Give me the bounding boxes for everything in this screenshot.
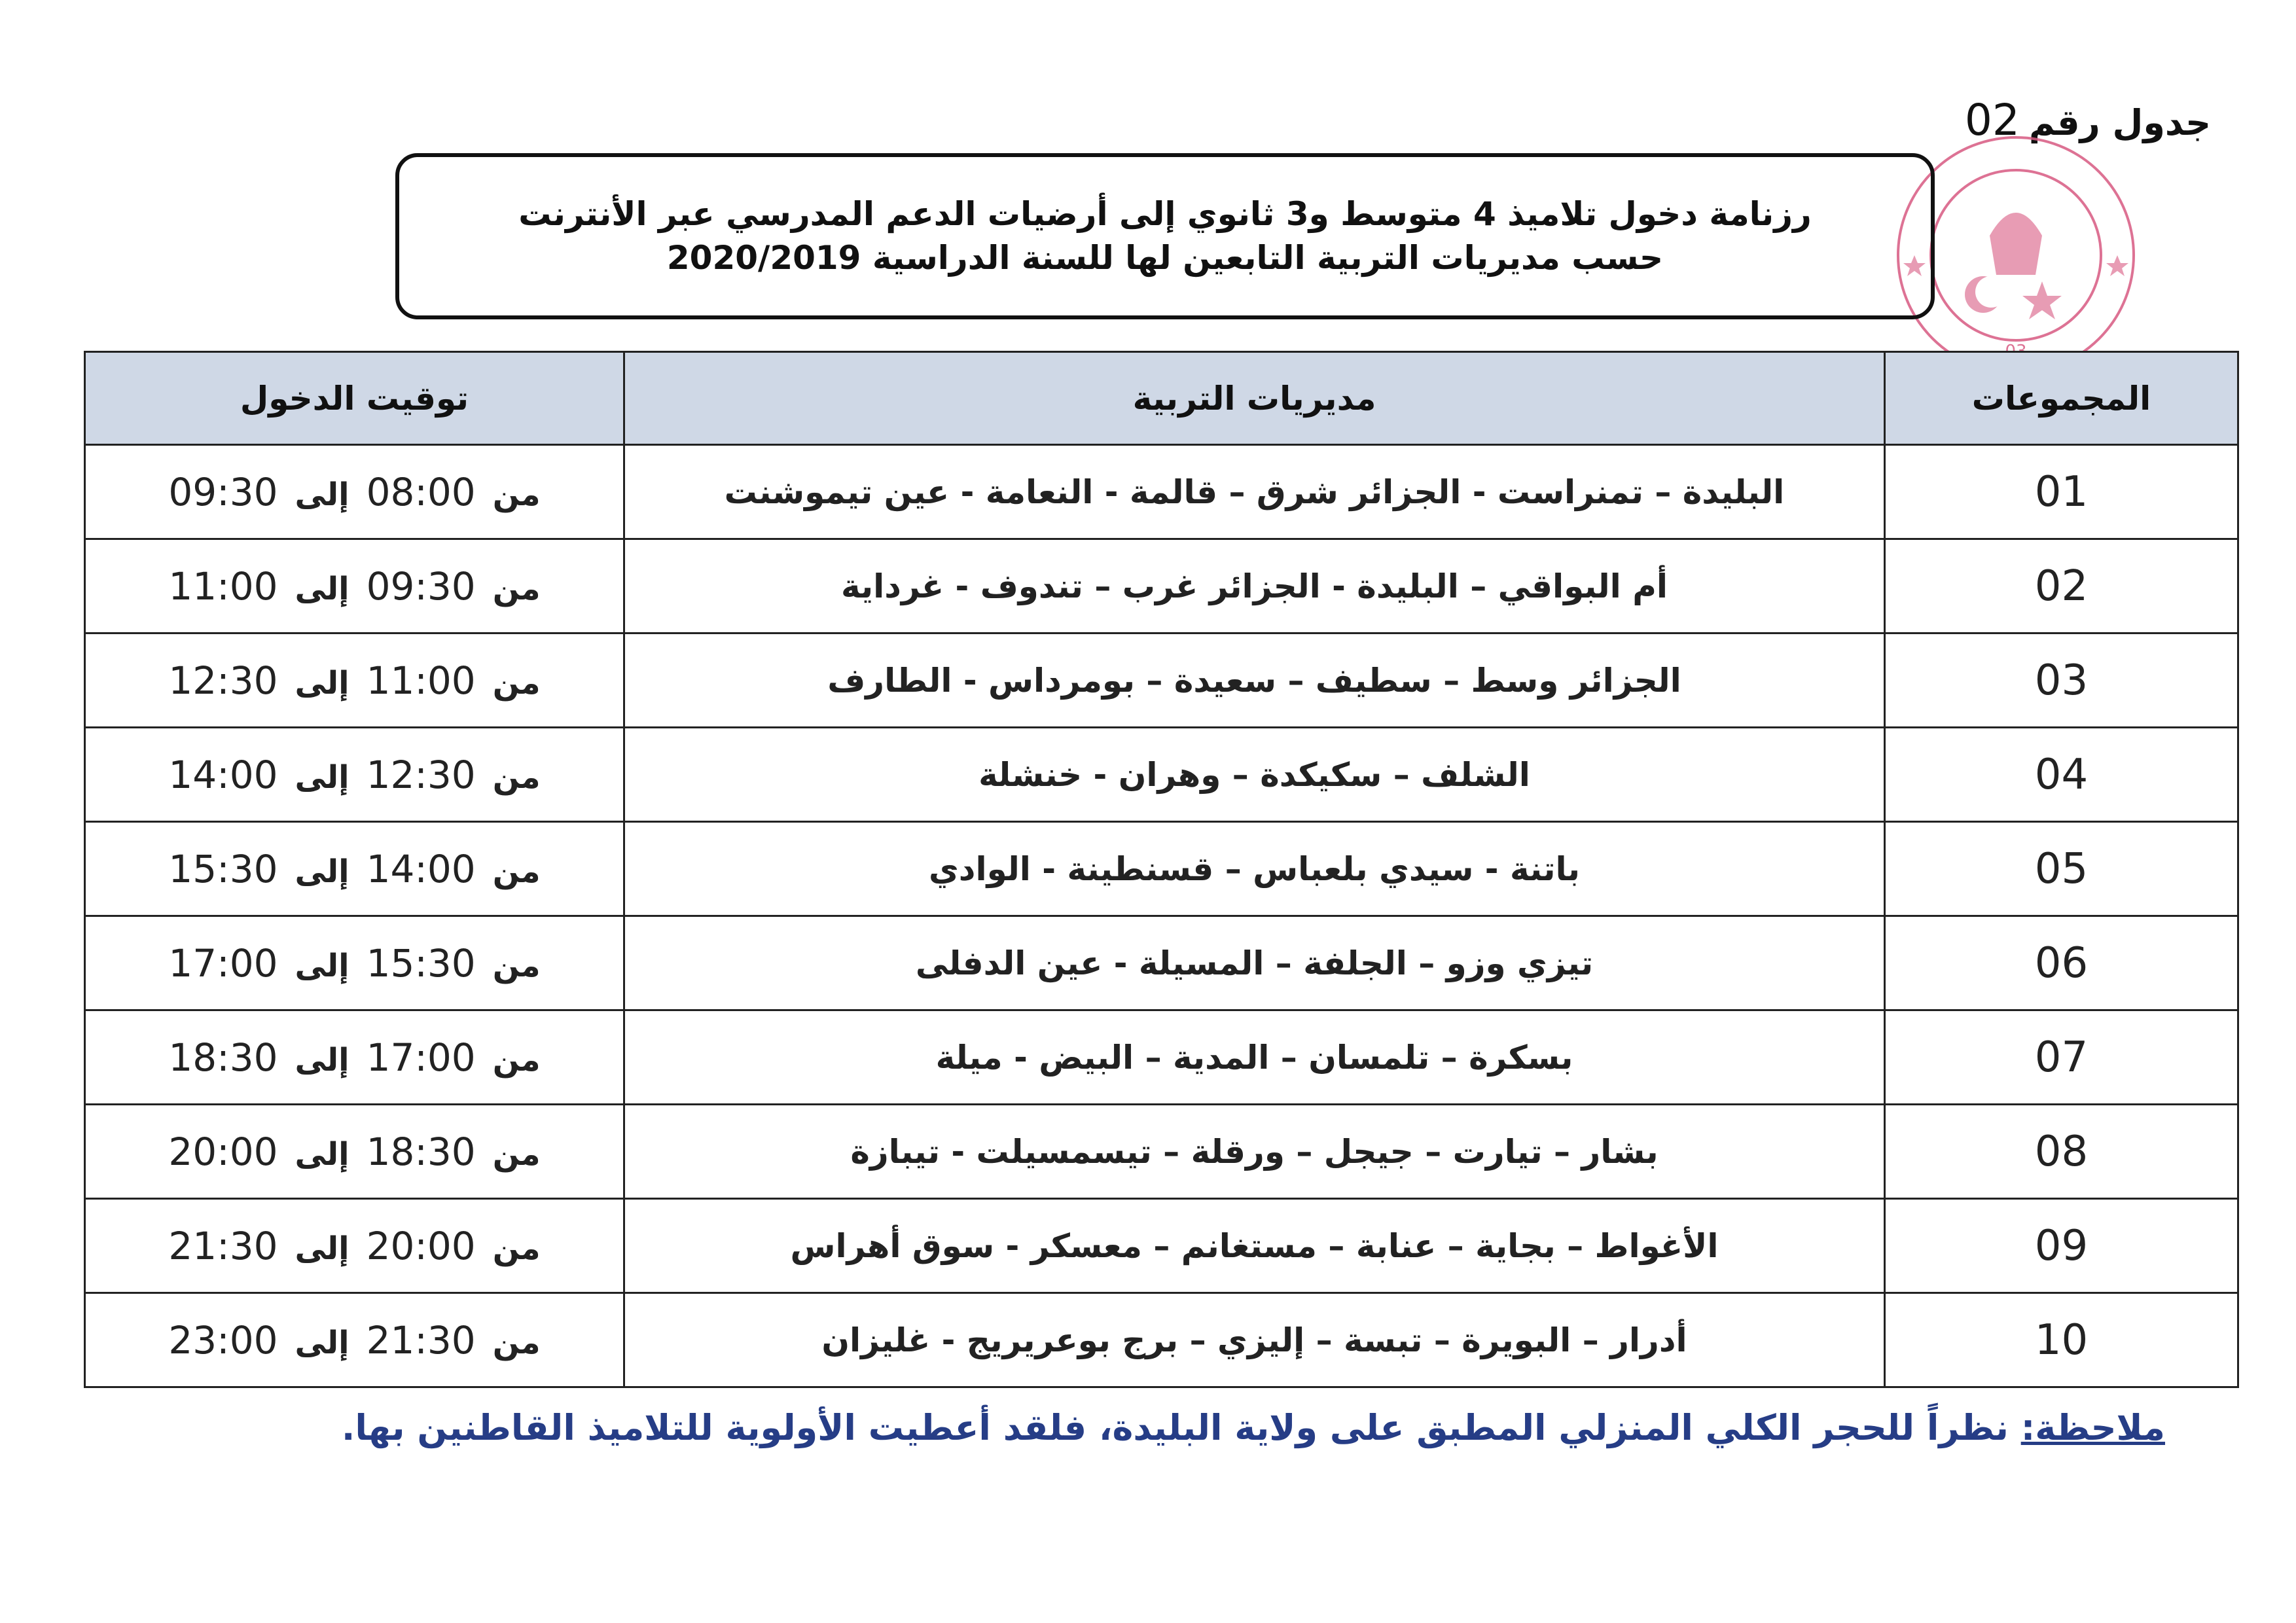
time-to-word: إلى: [295, 1324, 350, 1361]
time-to-word: إلى: [295, 1230, 350, 1267]
table-label-text: جدول رقم: [2028, 102, 2211, 143]
timing-cell: [85, 539, 624, 633]
timing-cell: [85, 445, 624, 539]
note-text: نظراً للحجر الكلي المنزلي المطبق على ولاية البليدة، فلقد أعطيت الأولوية للتلاميذ القاطنين بها.: [341, 1407, 2009, 1448]
time-end: 20:00: [168, 1129, 278, 1174]
time-end: 12:30: [168, 658, 278, 703]
directorates-cell: تيزي وزو – الجلفة – المسيلة - عين الدفلى: [624, 916, 1885, 1010]
time-from-word: من: [492, 758, 541, 796]
table-row: [85, 822, 2238, 916]
time-range: [168, 1318, 540, 1363]
table-row: [85, 633, 2238, 728]
header-groups: المجموعات: [1885, 352, 2238, 445]
timing-cell: [85, 1010, 624, 1105]
group-number: 02: [1885, 539, 2238, 633]
time-start: 09:30: [366, 563, 476, 609]
time-end: 18:30: [168, 1035, 278, 1080]
directorates-cell: باتنة - سيدي بلعباس – قسنطينة - الوادي: [624, 822, 1885, 916]
time-start: 14:00: [366, 846, 476, 891]
table-row: [85, 1199, 2238, 1293]
title-line-1: رزنامة دخول تلاميذ 4 متوسط و3 ثانوي إلى أرضيات الدعم المدرسي عبر الأنترنت: [518, 194, 1812, 233]
timing-cell: [85, 1105, 624, 1199]
table-body: [85, 445, 2238, 1387]
time-end: 23:00: [168, 1317, 278, 1363]
time-from-word: من: [492, 476, 541, 513]
time-range: [168, 564, 540, 609]
timing-cell: [85, 1199, 624, 1293]
time-to-word: إلى: [295, 570, 350, 607]
group-number: 04: [1885, 728, 2238, 822]
group-number: 10: [1885, 1293, 2238, 1387]
table-row: [85, 539, 2238, 633]
group-number: 01: [1885, 445, 2238, 539]
time-from-word: من: [492, 1135, 541, 1173]
group-number: 05: [1885, 822, 2238, 916]
time-to-word: إلى: [295, 1135, 350, 1173]
directorates-cell: أدرار – البويرة – تبسة – إليزي – برج بوعريريج - غليزان: [624, 1293, 1885, 1387]
group-number: 06: [1885, 916, 2238, 1010]
group-number: 09: [1885, 1199, 2238, 1293]
timing-cell: [85, 1293, 624, 1387]
time-end: 21:30: [168, 1223, 278, 1268]
time-from-word: من: [492, 947, 541, 984]
table-header-row: [85, 352, 2238, 445]
time-start: 12:30: [366, 752, 476, 797]
time-from-word: من: [492, 570, 541, 607]
group-number: 03: [1885, 633, 2238, 728]
header-directorates: مديريات التربية: [624, 352, 1885, 445]
table-row: [85, 1105, 2238, 1199]
group-number: 08: [1885, 1105, 2238, 1199]
time-to-word: إلى: [295, 853, 350, 890]
time-from-word: من: [492, 664, 541, 702]
note-label: ملاحظة:: [2020, 1407, 2165, 1448]
time-from-word: من: [492, 853, 541, 890]
time-from-word: من: [492, 1230, 541, 1267]
timing-cell: [85, 633, 624, 728]
header-timing: توقيت الدخول: [85, 352, 624, 445]
time-to-word: إلى: [295, 758, 350, 796]
time-range: [168, 658, 540, 703]
directorates-cell: أم البواقي – البليدة - الجزائر غرب – تندوف - غرداية: [624, 539, 1885, 633]
time-from-word: من: [492, 1324, 541, 1361]
time-to-word: إلى: [295, 947, 350, 984]
time-start: 21:30: [366, 1317, 476, 1363]
time-end: 09:30: [168, 469, 278, 514]
timing-cell: [85, 916, 624, 1010]
timing-cell: [85, 728, 624, 822]
time-to-word: إلى: [295, 476, 350, 513]
directorates-cell: بشار – تيارت – جيجل – ورقلة – تيسمسيلت - تيبازة: [624, 1105, 1885, 1199]
group-number: 07: [1885, 1010, 2238, 1105]
time-range: [168, 1035, 540, 1080]
table-row: [85, 445, 2238, 539]
table-row: [85, 1010, 2238, 1105]
time-start: 15:30: [366, 940, 476, 986]
table-number: 02: [1964, 95, 2020, 145]
directorates-cell: بسكرة – تلمسان – المدية – البيض - ميلة: [624, 1010, 1885, 1105]
table-row: [85, 1293, 2238, 1387]
schedule-table: [84, 351, 2239, 1388]
time-start: 17:00: [366, 1035, 476, 1080]
time-range: [168, 753, 540, 797]
time-from-word: من: [492, 1041, 541, 1079]
time-end: 15:30: [168, 846, 278, 891]
timing-cell: [85, 822, 624, 916]
time-range: [168, 1224, 540, 1268]
title-line-2: حسب مديريات التربية التابعين لها للسنة الدراسية 2020/2019: [666, 239, 1664, 277]
time-end: 11:00: [168, 563, 278, 609]
directorates-cell: الأغواط – بجاية – عنابة – مستغانم – معسكر - سوق أهراس: [624, 1199, 1885, 1293]
directorates-cell: الشلف – سكيكدة – وهران - خنشلة: [624, 728, 1885, 822]
time-start: 18:30: [366, 1129, 476, 1174]
time-range: [168, 470, 540, 514]
title-box: [395, 153, 1935, 319]
time-range: [168, 1130, 540, 1174]
time-range: [168, 941, 540, 986]
table-row: [85, 916, 2238, 1010]
time-to-word: إلى: [295, 664, 350, 702]
time-start: 11:00: [366, 658, 476, 703]
directorates-cell: البليدة – تمنراست - الجزائر شرق – قالمة - النعامة - عين تيموشنت: [624, 445, 1885, 539]
time-start: 08:00: [366, 469, 476, 514]
directorates-cell: الجزائر وسط – سطيف – سعيدة – بومرداس - الطارف: [624, 633, 1885, 728]
table-row: [85, 728, 2238, 822]
time-to-word: إلى: [295, 1041, 350, 1079]
note: [342, 1407, 2165, 1448]
time-range: [168, 847, 540, 891]
time-end: 17:00: [168, 940, 278, 986]
time-start: 20:00: [366, 1223, 476, 1268]
time-end: 14:00: [168, 752, 278, 797]
